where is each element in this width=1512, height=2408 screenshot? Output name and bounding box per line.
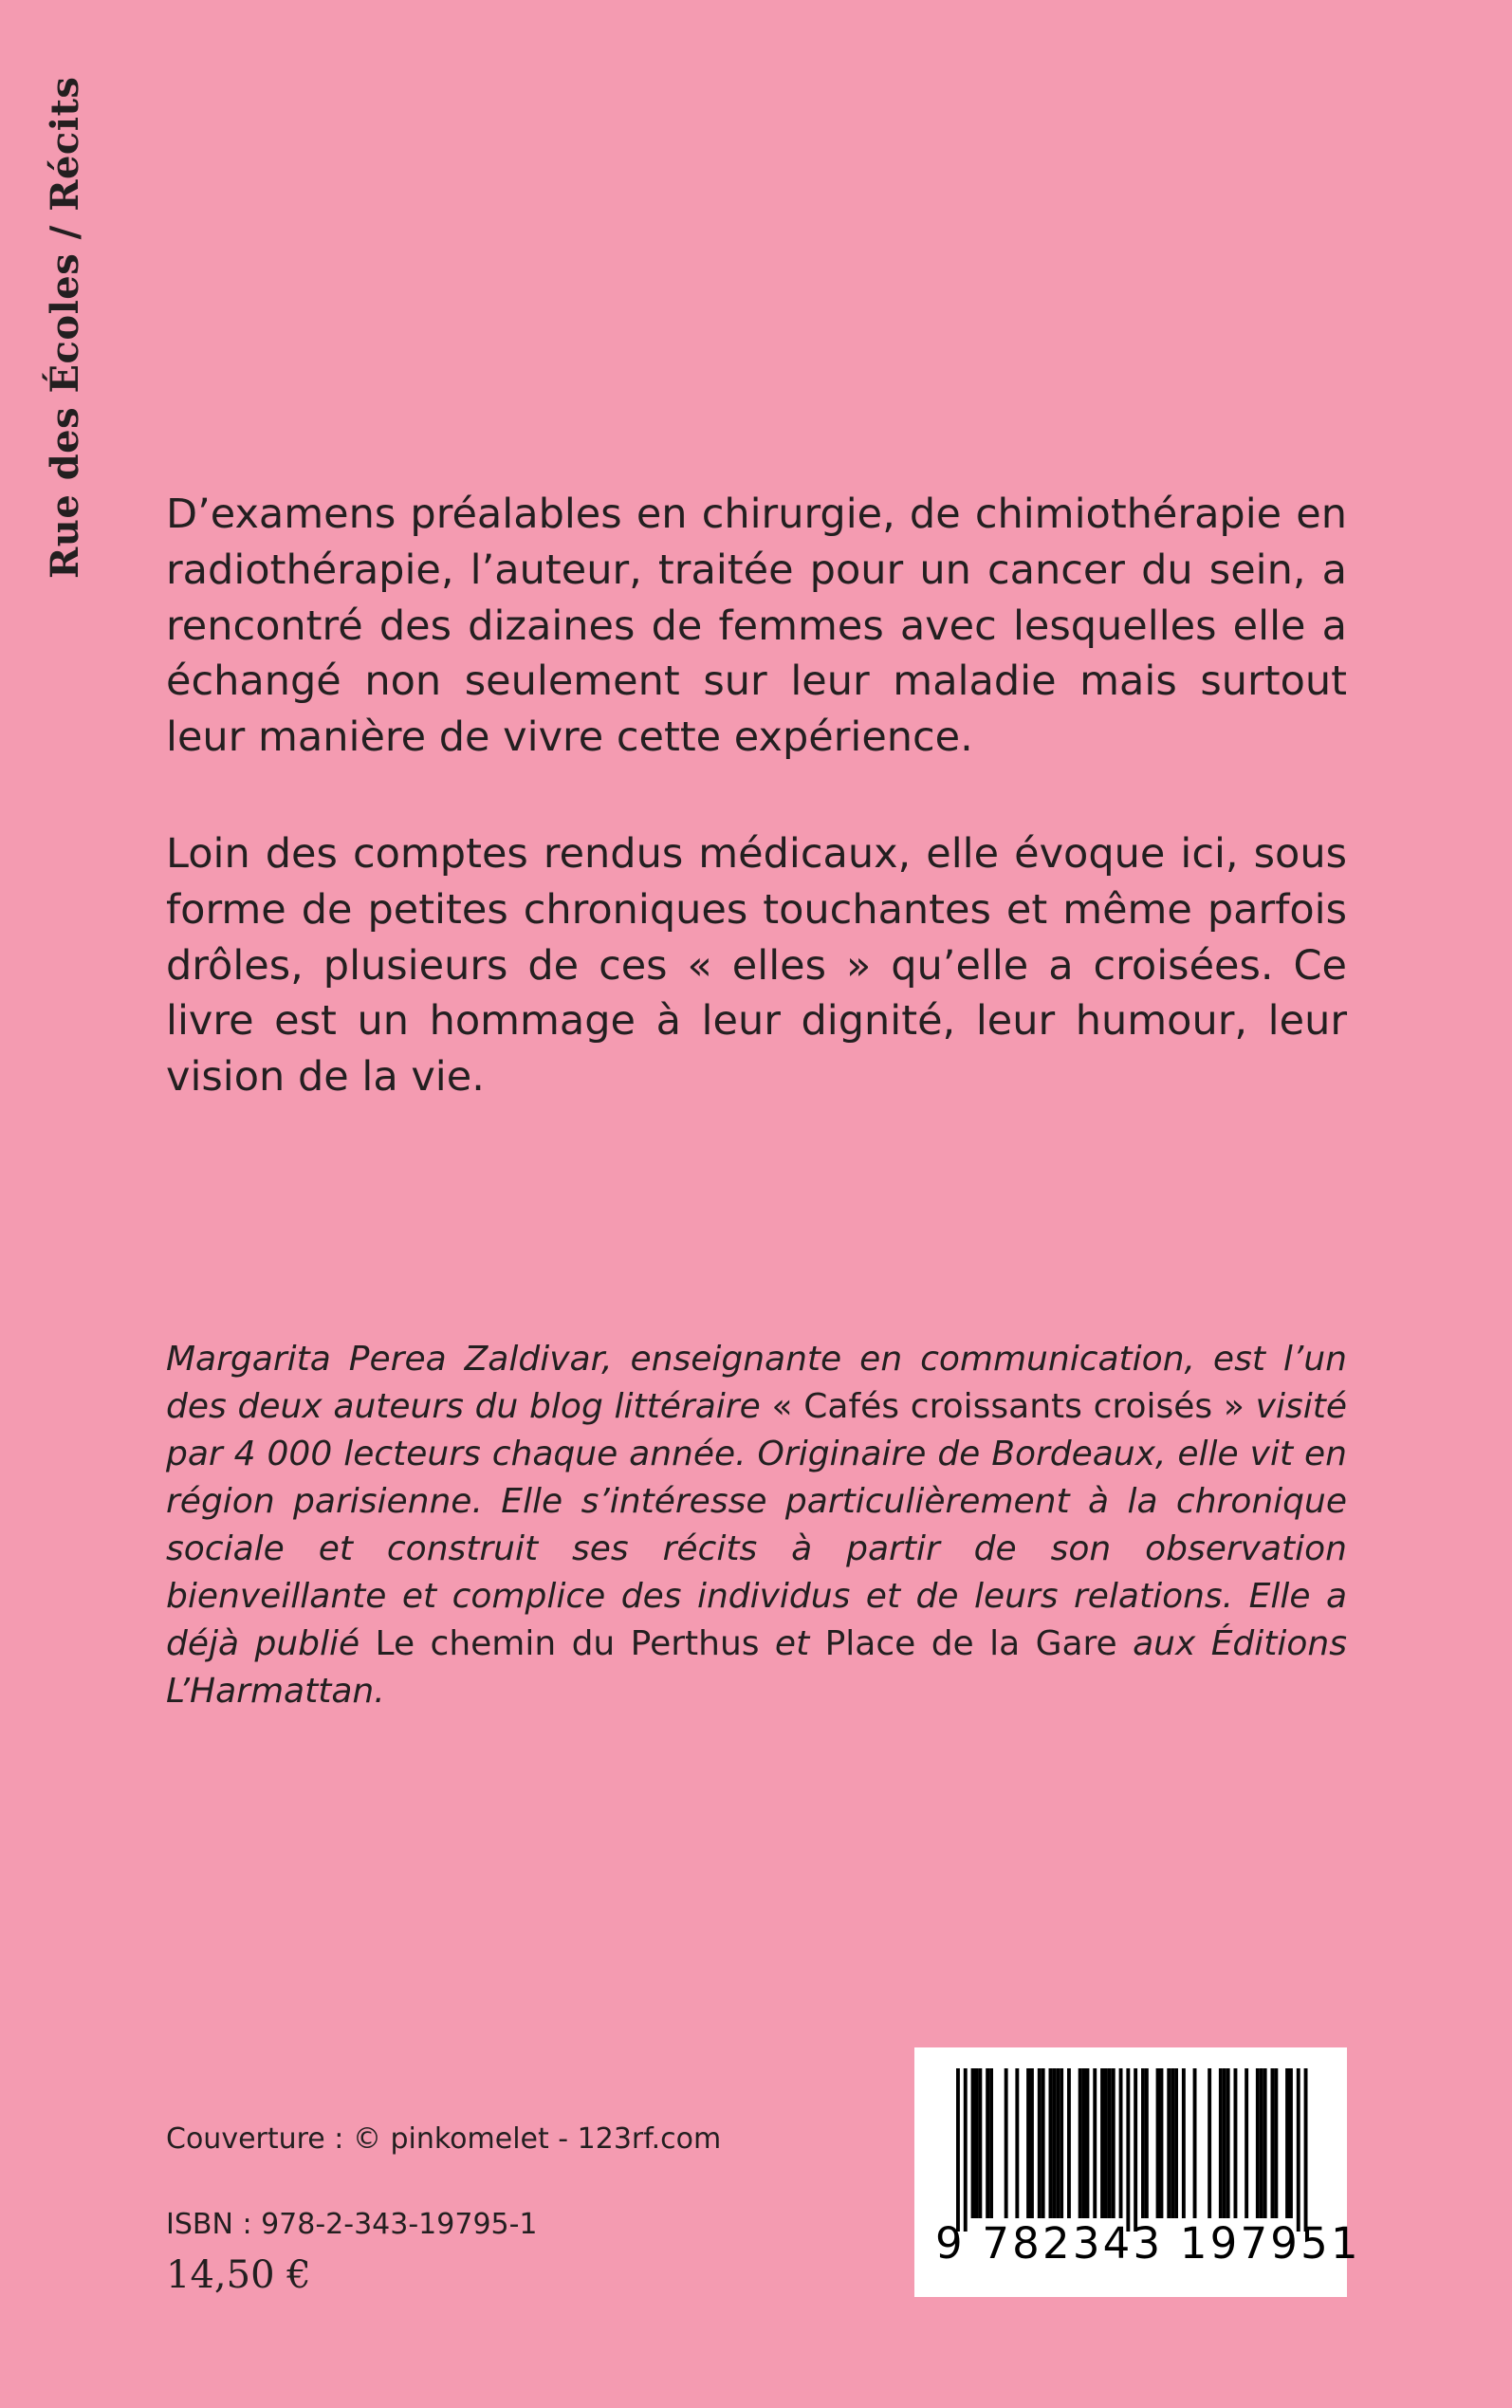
cover-credit: Couverture : © pinkomelet - 123rf.com bbox=[166, 2122, 722, 2156]
barcode-bar bbox=[1060, 2068, 1063, 2218]
synopsis-paragraph-1 bbox=[166, 487, 1347, 766]
author-bio bbox=[166, 1336, 1347, 1715]
spine-collection-title: Rue des Écoles / Récits bbox=[43, 76, 87, 579]
barcode-bar bbox=[1119, 2068, 1123, 2218]
barcode-bar bbox=[1100, 2068, 1104, 2218]
synopsis-text-1: D’examens préalables en chirurgie, de chimiothérapie en radiothérapie, l’auteur, traitée pour un cancer du sein, a rencontré des dizaines de femmes avec lesquelles elle a échangé non seulement sur leur maladie mais surtout leur manière de vivre cette expérience. bbox=[166, 491, 1347, 762]
barcode-bar bbox=[1245, 2068, 1248, 2218]
barcode-bar bbox=[1256, 2068, 1260, 2218]
barcode-bar bbox=[1093, 2068, 1097, 2218]
barcode-bar bbox=[1263, 2068, 1267, 2218]
barcode-guard-bar bbox=[964, 2068, 968, 2232]
synopsis-paragraph-2 bbox=[166, 826, 1347, 1105]
price: 14,50 € bbox=[166, 2253, 311, 2297]
barcode-bar bbox=[1104, 2068, 1108, 2218]
barcode-bar bbox=[1171, 2068, 1174, 2218]
bio-text-2: visité par 4 000 lecteurs chaque année. Originaire de Bordeaux, elle vit en région parisienne. Elle s’intéresse particulièrement à la chronique sociale et construit ses récits à partir de son observation bienveillante et complice des individus et de leurs relations. Elle a déjà publié bbox=[166, 1387, 1348, 1663]
barcode-bar bbox=[975, 2068, 979, 2218]
barcode-bar bbox=[1182, 2068, 1186, 2218]
barcode-bar bbox=[1067, 2068, 1071, 2218]
barcode-bar bbox=[1193, 2068, 1197, 2218]
barcode-bar bbox=[1015, 2068, 1019, 2218]
barcode-guard-bar bbox=[1297, 2068, 1300, 2232]
barcode-bar bbox=[1208, 2068, 1211, 2218]
barcode-guard-bar bbox=[956, 2068, 960, 2232]
barcode-bar bbox=[1160, 2068, 1164, 2218]
barcode-bar bbox=[1226, 2068, 1230, 2218]
barcode bbox=[914, 2047, 1361, 2297]
blog-name: « Cafés croissants croisés » bbox=[771, 1387, 1245, 1426]
synopsis-text-2: Loin des comptes rendus médicaux, elle évoque ici, sous forme de petites chroniques touchantes et même parfois drôles, plusieurs de ces « elles » qu’elle a croisées. Ce livre est un hommage à leur dignité, leur humour, leur vision de la vie. bbox=[166, 830, 1347, 1102]
barcode-bar bbox=[1260, 2068, 1263, 2218]
barcode-bar bbox=[1079, 2068, 1082, 2218]
barcode-bar bbox=[1082, 2068, 1086, 2218]
barcode-bar bbox=[971, 2068, 975, 2218]
book-title-1: Le chemin du Perthus bbox=[375, 1624, 760, 1663]
barcode-bar bbox=[1108, 2068, 1112, 2218]
isbn: ISBN : 978-2-343-19795-1 bbox=[166, 2208, 538, 2241]
author-name: Margarita Perea Zaldivar, bbox=[166, 1340, 613, 1379]
barcode-bar bbox=[1026, 2068, 1030, 2218]
barcode-bar bbox=[1234, 2068, 1238, 2218]
barcode-bar bbox=[1289, 2068, 1293, 2218]
bio-text-3: et bbox=[759, 1624, 825, 1663]
barcode-digits: 9 782343 197951 bbox=[935, 2218, 1361, 2269]
barcode-bar bbox=[1285, 2068, 1289, 2218]
barcode-bar bbox=[1274, 2068, 1278, 2218]
barcode-bar bbox=[1056, 2068, 1060, 2218]
barcode-bar bbox=[1223, 2068, 1226, 2218]
barcode-bar bbox=[1219, 2068, 1223, 2218]
barcode-bar bbox=[989, 2068, 993, 2218]
barcode-bar bbox=[1086, 2068, 1090, 2218]
barcode-bar bbox=[1174, 2068, 1178, 2218]
barcode-bar bbox=[1156, 2068, 1160, 2218]
barcode-bar bbox=[1141, 2068, 1145, 2218]
barcode-bar bbox=[1042, 2068, 1045, 2218]
barcode-bar bbox=[1038, 2068, 1042, 2218]
barcode-bar bbox=[1145, 2068, 1149, 2218]
barcode-guard-bar bbox=[1304, 2068, 1308, 2232]
barcode-guard-bar bbox=[1134, 2068, 1137, 2232]
book-title-2: Place de la Gare bbox=[824, 1624, 1117, 1663]
barcode-bar bbox=[986, 2068, 989, 2218]
barcode-bar bbox=[1112, 2068, 1116, 2218]
barcode-bar bbox=[978, 2068, 982, 2218]
barcode-bar bbox=[1167, 2068, 1171, 2218]
bio-text-1: enseignante en communication, est l’un des deux auteurs du blog littéraire bbox=[166, 1340, 1348, 1426]
barcode-guard-bar bbox=[1126, 2068, 1130, 2232]
barcode-bar bbox=[1005, 2068, 1008, 2218]
bio-text-4: aux Éditions L’Harmattan. bbox=[166, 1624, 1348, 1711]
barcode-bar bbox=[1052, 2068, 1056, 2218]
barcode-bar bbox=[1049, 2068, 1053, 2218]
barcode-bar bbox=[1271, 2068, 1275, 2218]
barcode-bar bbox=[1030, 2068, 1034, 2218]
